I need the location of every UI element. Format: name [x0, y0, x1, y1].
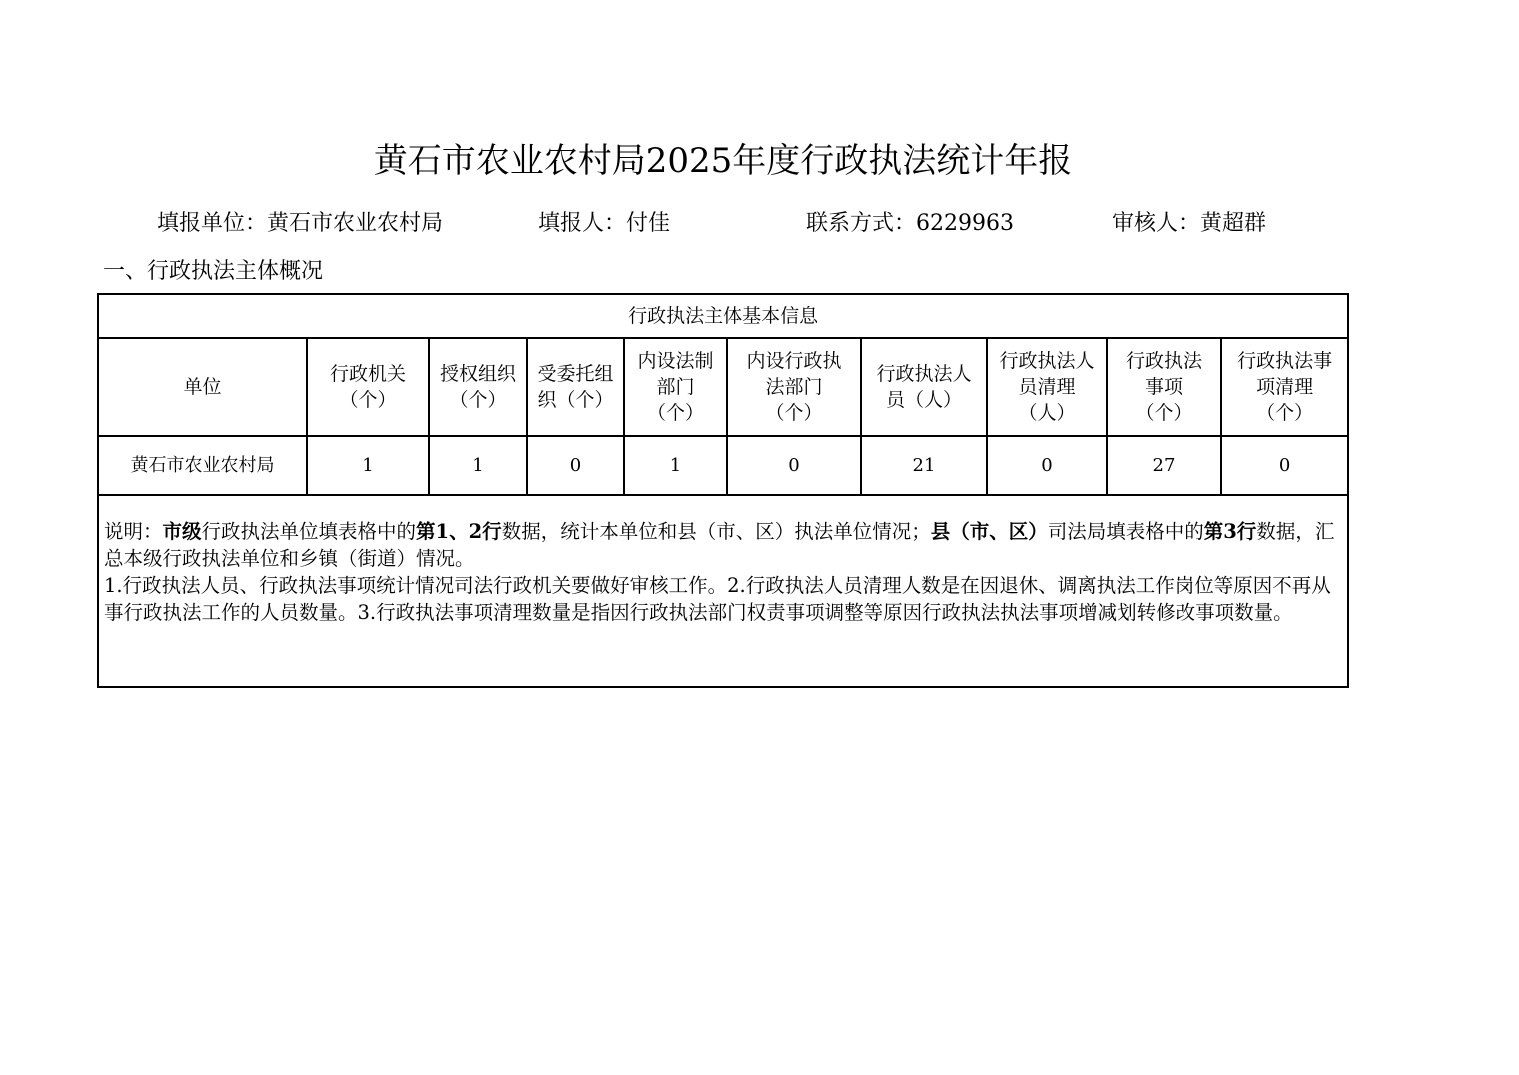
note-paragraph-2: 1.行政执法人员、行政执法事项统计情况司法行政机关要做好审核工作。2.行政执法人员清理人数是在因退休、调离执法工作岗位等原因不再从事行政执法工作的人员数量。3.行政执法事项清理数量是指因行政执法部门权责事项调整等原因行政执法执法事项增减划转修改事项数量。 — [104, 574, 1331, 624]
header-line: 部门 — [656, 376, 695, 398]
header-line: 内设行政执 — [746, 350, 842, 372]
cell-unit: 黄石市农业农村局 — [98, 436, 307, 495]
header-line: 受委托组 — [537, 363, 614, 385]
header-line: 内设法制 — [637, 350, 714, 372]
note-emphasis: 第3行 — [1203, 520, 1257, 543]
header-line: 织（个） — [537, 389, 614, 411]
filler-name: 填报人：付佳 — [538, 211, 671, 236]
note-text: 说明： — [104, 520, 163, 543]
header-unit: 单位 — [98, 338, 307, 436]
header-line: （个） — [449, 389, 507, 411]
note-text: 行政执法单位填表格中的 — [201, 520, 417, 543]
header-line: （人） — [1018, 402, 1076, 424]
cell-matters-cleared: 0 — [1221, 436, 1348, 495]
header-enforcers-cleared — [987, 338, 1107, 436]
header-line: 员（人） — [885, 389, 962, 411]
contact-info: 联系方式：6229963 — [806, 211, 1014, 236]
reviewer-name: 审核人：黄超群 — [1112, 211, 1267, 236]
header-line: （个） — [1256, 402, 1314, 424]
note-emphasis: 市级 — [162, 520, 202, 543]
cell-legal-depts: 1 — [624, 436, 727, 495]
header-line: 行政执法 — [1125, 350, 1202, 372]
header-line: （个） — [646, 402, 704, 424]
header-line: 事项 — [1144, 376, 1183, 398]
cell-enforcers-cleared: 0 — [987, 436, 1107, 495]
note-paragraph-1 — [104, 518, 1341, 572]
header-matters-cleared — [1221, 338, 1348, 436]
header-line: （个） — [1135, 402, 1193, 424]
note-emphasis: 第1、2行 — [416, 520, 502, 543]
cell-authorized-orgs: 1 — [429, 436, 527, 495]
header-line: 项清理 — [1256, 376, 1314, 398]
header-line: 法部门 — [765, 376, 823, 398]
header-admin-organs — [307, 338, 429, 436]
header-enforcement-depts — [727, 338, 861, 436]
header-line: 员清理 — [1018, 376, 1076, 398]
section-heading: 一、行政执法主体概况 — [103, 259, 324, 284]
cell-matters: 27 — [1107, 436, 1221, 495]
cell-entrusted-orgs: 0 — [527, 436, 624, 495]
table-row — [98, 436, 1348, 495]
note-text: 司法局填表格中的 — [1047, 520, 1204, 543]
report-title: 黄石市农业农村局2025年度行政执法统计年报 — [373, 141, 1073, 181]
header-line: （个） — [339, 389, 397, 411]
note-text: 数据，统计本单位和县（市、区）执法单位情况； — [501, 520, 931, 543]
header-entrusted-orgs — [527, 338, 624, 436]
cell-enforcement-depts: 0 — [727, 436, 861, 495]
header-line: 行政机关 — [329, 363, 406, 385]
cell-admin-organs: 1 — [307, 436, 429, 495]
note-emphasis: 县（市、区） — [930, 520, 1048, 543]
header-line: 行政执法事 — [1237, 350, 1333, 372]
header-line: 行政执法人 — [876, 363, 972, 385]
note-text: 数据，汇总本级行政执法单位和乡镇（街道）情况。 — [104, 520, 1335, 570]
header-legal-depts — [624, 338, 727, 436]
header-authorized-orgs — [429, 338, 527, 436]
header-matters — [1107, 338, 1221, 436]
reporting-unit: 填报单位：黄石市农业农村局 — [157, 211, 444, 236]
cell-enforcers: 21 — [861, 436, 987, 495]
table-caption: 行政执法主体基本信息 — [98, 294, 1348, 338]
header-line: 行政执法人 — [999, 350, 1095, 372]
header-enforcers — [861, 338, 987, 436]
header-line: 授权组织 — [439, 363, 516, 385]
enforcement-subject-table — [97, 293, 1349, 688]
header-line: （个） — [765, 402, 823, 424]
table-note — [98, 495, 1348, 687]
